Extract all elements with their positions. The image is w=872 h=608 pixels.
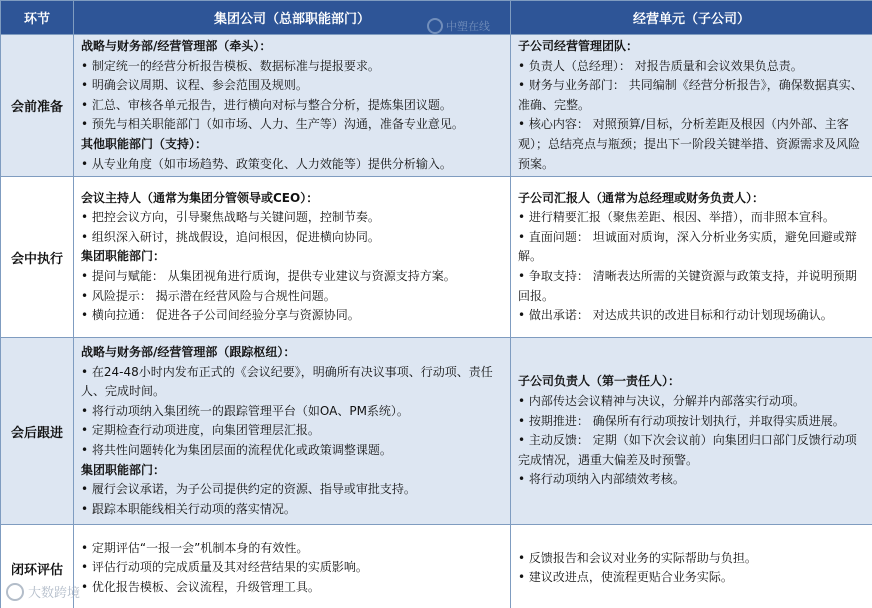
list-item: • 定期评估“一报一会”机制本身的有效性。 xyxy=(81,540,309,555)
list-item: • 组织深入研讨，挑战假设，追问根因，促进横向协同。 xyxy=(81,229,380,244)
list-item: • 预先与相关职能部门（如市场、人力、生产等）沟通，准备专业意见。 xyxy=(81,117,464,132)
role-heading: 子公司负责人（第一责任人）： xyxy=(518,374,681,389)
group-company-cell xyxy=(74,525,511,608)
stage-cell: 会后跟进 xyxy=(1,338,74,525)
header-business-unit: 经营单元（子公司） xyxy=(511,1,872,35)
watermark-bottom xyxy=(6,582,80,601)
table-row xyxy=(1,177,872,338)
list-item: • 定期检查行动项进度，向集团管理层汇报。 xyxy=(81,423,320,438)
business-unit-cell xyxy=(511,177,872,338)
list-item: • 核心内容： 对照预算/目标，分析差距及根因（内外部、主客观）；总结亮点与瓶颈；提出下一阶段关键举措、资源需求及风险预案。 xyxy=(518,117,861,171)
business-unit-cell xyxy=(511,338,872,525)
group-company-cell xyxy=(74,338,511,525)
list-item: • 履行会议承诺，为子公司提供约定的资源、指导或审批支持。 xyxy=(81,482,416,497)
list-item: • 将共性问题转化为集团层面的流程优化或政策调整课题。 xyxy=(81,442,392,457)
list-item: • 进行精要汇报（聚焦差距、根因、举措），而非照本宣科。 xyxy=(518,210,835,225)
watermark-logo-icon xyxy=(6,583,24,601)
header-group-company: 集团公司（总部职能部门） xyxy=(74,1,511,35)
list-item: • 优化报告模板、会议流程，升级管理工具。 xyxy=(81,579,320,594)
role-heading: 战略与财务部/经营管理部（跟踪枢纽）： xyxy=(81,344,296,359)
list-item: • 提问与赋能： 从集团视角进行质询，提供专业建议与资源支持方案。 xyxy=(81,268,456,283)
list-item: • 反馈报告和会议对业务的实际帮助与负担。 xyxy=(518,550,757,565)
watermark-top xyxy=(427,18,490,34)
header-stage: 环节 xyxy=(1,1,74,35)
group-company-cell xyxy=(74,35,511,177)
list-item: • 制定统一的经营分析报告模板、数据标准与提报要求。 xyxy=(81,58,380,73)
business-unit-cell xyxy=(511,525,872,608)
stage-cell: 会前准备 xyxy=(1,35,74,177)
watermark-top-text: 中塑在线 xyxy=(446,20,490,33)
table-row xyxy=(1,35,872,177)
role-heading: 子公司经营管理团队： xyxy=(518,39,639,53)
list-item: • 争取支持： 清晰表达所需的关键资源与政策支持，并说明预期回报。 xyxy=(518,268,857,303)
list-item: • 内部传达会议精神与决议，分解并内部落实行动项。 xyxy=(518,393,805,408)
table-row xyxy=(1,525,872,608)
list-item: • 将行动项纳入集团统一的跟踪管理平台（如OA、PM系统）。 xyxy=(81,403,409,418)
list-item: • 财务与业务部门： 共同编制《经营分析报告》，确保数据真实、准确、完整。 xyxy=(518,78,863,112)
list-item: • 负责人（总经理）： 对报告质量和会议效果负总责。 xyxy=(518,58,803,73)
table-row xyxy=(1,338,872,525)
list-item: • 跟踪本职能线相关行动项的落实情况。 xyxy=(81,501,296,516)
stage-cell: 闭环评估 xyxy=(1,525,74,608)
list-item: • 主动反馈： 定期（如下次会议前）向集团归口部门反馈行动项完成情况，遇重大偏差及时预警。 xyxy=(518,433,857,467)
list-item: • 风险提示： 揭示潜在经营风险与合规性问题。 xyxy=(81,288,336,303)
list-item: • 汇总、审核各单元报告，进行横向对标与整合分析，提炼集团议题。 xyxy=(81,97,452,112)
list-item: • 建议改进点，使流程更贴合业务实际。 xyxy=(518,570,733,585)
role-heading: 会议主持人（通常为集团分管领导或CEO）： xyxy=(81,190,319,205)
list-item: • 按期推进： 确保所有行动项按计划执行，并取得实质进展。 xyxy=(518,413,845,428)
group-company-cell xyxy=(74,177,511,338)
watermark-bottom-text: 大数跨境 xyxy=(28,586,81,601)
stage-cell: 会中执行 xyxy=(1,177,74,338)
list-item: • 在24-48小时内发布正式的《会议纪要》，明确所有决议事项、行动项、责任人、完成时间。 xyxy=(81,364,493,399)
role-heading: 战略与财务部/经营管理部（牵头）： xyxy=(81,39,272,53)
role-heading: 集团职能部门： xyxy=(81,462,166,477)
list-item: • 直面问题： 坦诚面对质询，深入分析业务实质，避免回避或辩解。 xyxy=(518,229,857,264)
business-unit-cell xyxy=(511,35,872,177)
list-item: • 横向拉通： 促进各子公司间经验分享与资源协同。 xyxy=(81,308,360,323)
list-item: • 将行动项纳入内部绩效考核。 xyxy=(518,472,685,487)
role-heading: 集团职能部门： xyxy=(81,249,166,264)
watermark-logo-icon xyxy=(427,18,443,34)
list-item: • 明确会议周期、议程、参会范围及规则。 xyxy=(81,78,308,93)
list-item: • 把控会议方向，引导聚焦战略与关键问题，控制节奏。 xyxy=(81,210,380,225)
list-item: • 做出承诺： 对达成共识的改进目标和行动计划现场确认。 xyxy=(518,308,833,323)
list-item: • 评估行动项的完成质量及其对经营结果的实质影响。 xyxy=(81,560,368,575)
role-heading: 子公司汇报人（通常为总经理或财务负责人）： xyxy=(518,190,765,205)
list-item: • 从专业角度（如市场趋势、政策变化、人力效能等）提供分析输入。 xyxy=(81,156,452,171)
role-heading: 其他职能部门（支持）： xyxy=(81,136,208,151)
